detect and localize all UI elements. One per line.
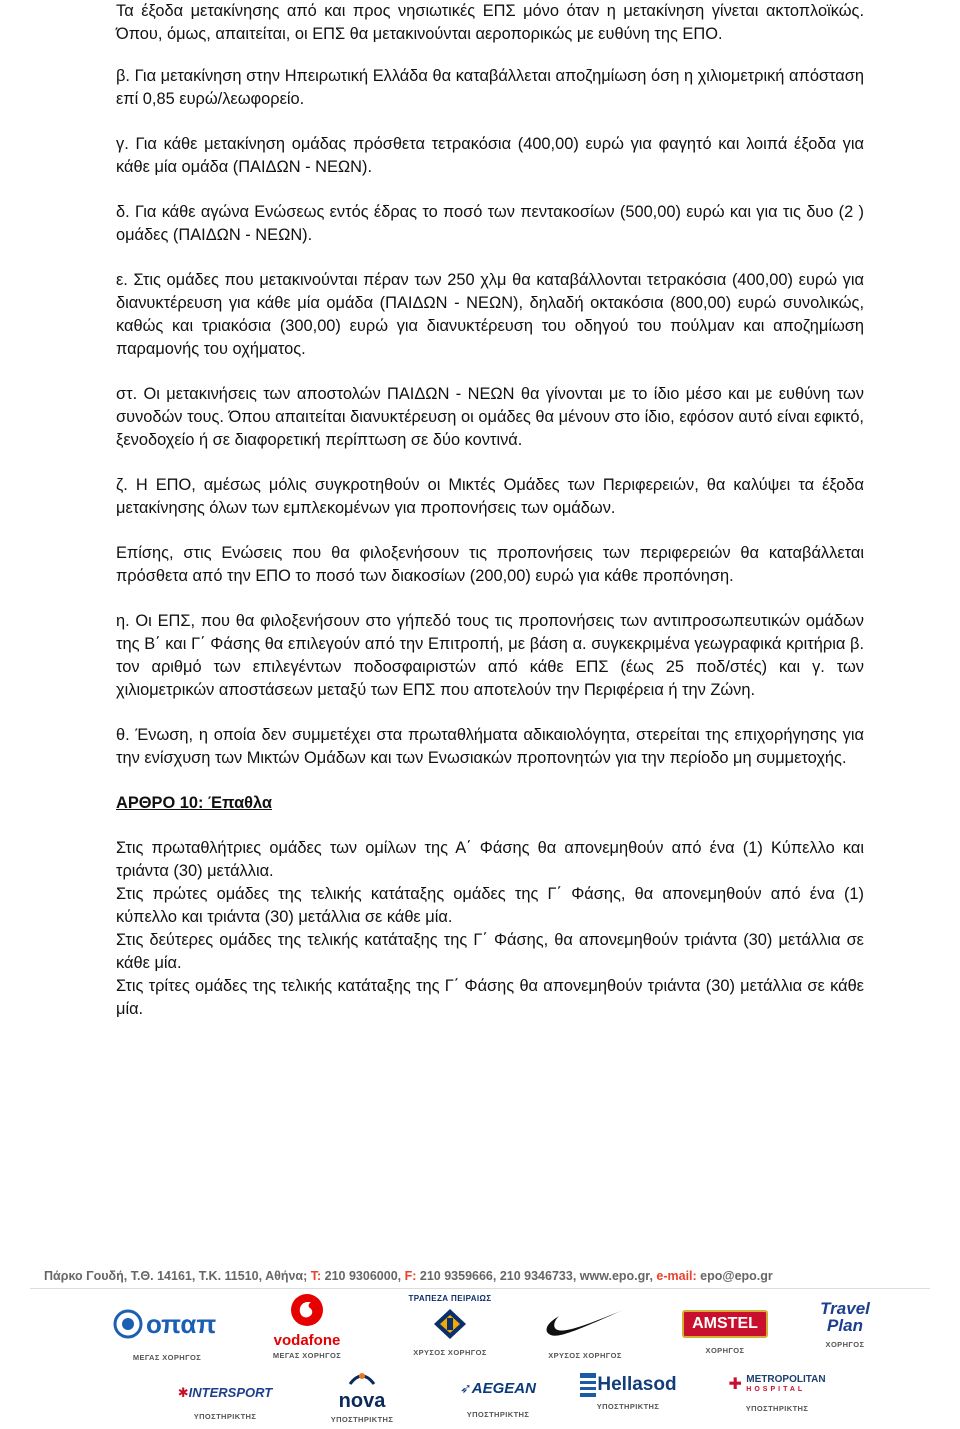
award-paragraph: Στις δεύτερες ομάδες της τελικής κατάταξης της Γ΄ Φάσης, θα απονεμηθούν τριάντα (30) μετάλλια σε κάθε μία. bbox=[116, 931, 864, 972]
travelplan-name-2: Plan bbox=[827, 1316, 863, 1335]
sponsor-opap bbox=[112, 1304, 222, 1362]
vodafone-role: ΜΕΓΑΣ ΧΟΡΗΓΟΣ bbox=[272, 1351, 342, 1360]
opap-role: ΜΕΓΑΣ ΧΟΡΗΓΟΣ bbox=[132, 1353, 202, 1362]
nova-role: ΥΠΟΣΤΗΡΙΚΤΗΣ bbox=[330, 1415, 394, 1424]
nike-role: ΧΡΥΣΟΣ ΧΟΡΗΓΟΣ bbox=[548, 1351, 622, 1360]
sponsor-hellasod bbox=[568, 1372, 688, 1411]
travelplan-name-1: Travel bbox=[820, 1299, 870, 1318]
aegean-role: ΥΠΟΣΤΗΡΙΚΤΗΣ bbox=[466, 1410, 530, 1419]
vodafone-logo-icon bbox=[287, 1292, 327, 1328]
fax-web: 210 9359666, 210 9346733, www.epo.gr, bbox=[419, 1269, 657, 1283]
footer-divider bbox=[30, 1288, 930, 1289]
sponsor-vodafone bbox=[262, 1292, 352, 1360]
sponsor-travelplan bbox=[805, 1300, 885, 1349]
piraeus-role: ΧΡΥΣΟΣ ΧΟΡΗΓΟΣ bbox=[413, 1348, 487, 1357]
intersport-name: INTERSPORT bbox=[188, 1385, 273, 1400]
metropolitan-role: ΥΠΟΣΤΗΡΙΚΤΗΣ bbox=[745, 1404, 809, 1413]
award-paragraph: Στις πρωταθλήτριες ομάδες των ομίλων της Α΄ Φάσης θα απονεμηθούν από ένα (1) Κύπελλο και τριάντα (30) μετάλλια. bbox=[116, 839, 864, 880]
sponsor-intersport bbox=[170, 1384, 280, 1421]
vodafone-name: vodafone bbox=[273, 1332, 341, 1349]
amstel-logo-icon bbox=[682, 1310, 768, 1338]
opap-name: οπαπ bbox=[146, 1309, 217, 1339]
paragraph-gamma: γ. Για κάθε μετακίνηση ομάδας πρόσθετα τετρακόσια (400,00) ευρώ για φαγητό και λοιπά έξοδα για κάθε μία ομάδα (ΠΑΙΔΩΝ - ΝΕΩΝ). bbox=[116, 135, 864, 176]
nike-swoosh-icon bbox=[545, 1304, 625, 1340]
sponsor-metropolitan bbox=[722, 1374, 832, 1413]
piraeus-logo-icon bbox=[430, 1307, 470, 1341]
aegean-name: AEGEAN bbox=[471, 1380, 536, 1397]
paragraph-beta: β. Για μετακίνηση στην Ηπειρωτική Ελλάδα θα καταβάλλεται αποζημίωση όση η χιλιομετρική απόσταση επί 0,85 ευρώ/λεωφορείο. bbox=[116, 67, 864, 108]
address: Πάρκο Γουδή, Τ.Θ. 14161, Τ.Κ. 11510, Αθήνα; bbox=[44, 1269, 311, 1283]
hellasod-name: Hellasod bbox=[597, 1374, 677, 1395]
tel-label: T: bbox=[310, 1269, 325, 1283]
metropolitan-name-2: HOSPITAL bbox=[746, 1386, 806, 1393]
amstel-role: ΧΟΡΗΓΟΣ bbox=[705, 1346, 745, 1355]
sponsor-footer bbox=[0, 1262, 960, 1429]
metropolitan-cross-icon: ✚ bbox=[728, 1376, 742, 1393]
intersport-star-icon: ✱ bbox=[177, 1385, 189, 1400]
document-body bbox=[116, 0, 864, 1021]
paragraph-travel-islands: Τα έξοδα μετακίνησης από και προς νησιωτικές ΕΠΣ μόνο όταν η μετακίνηση γίνεται ακτοπλοϊκώς. Όπου, όμως, απαιτείται, οι ΕΠΣ θα μετακινούνται αεροπορικώς με ευθύνη της ΕΠΟ. bbox=[116, 2, 864, 43]
sponsor-nike bbox=[540, 1304, 630, 1360]
aegean-bird-icon: ➶ bbox=[460, 1380, 472, 1396]
opap-logo-icon bbox=[112, 1304, 222, 1344]
nova-logo-icon bbox=[347, 1370, 377, 1386]
paragraph-eta: η. Οι ΕΠΣ, που θα φιλοξενήσουν στο γήπεδό τους τις προπονήσεις των αντιπροσωπευτικών ομάδων της Β΄ και Γ΄ Φάσης θα επιλεγούν από την Επιτροπή, με βάση α. συγκεκριμένα γεωγραφικά κριτήρια β. τον αριθμό των επιλεγέντων ποδοσφαιριστών από κάθε ΕΠΣ (έως 25 ποδ/στές) και γ. των χιλιομετρικών αποστάσεων μεταξύ των ΕΠΣ που αποτελούν την Περιφέρεια ή την Ζώνη. bbox=[116, 612, 864, 699]
email: epo@epo.gr bbox=[700, 1269, 773, 1283]
award-paragraph: Στις πρώτες ομάδες της τελικής κατάταξης ομάδες της Γ΄ Φάσης, θα απονεμηθούν από ένα (1) κύπελλο και τριάντα (30) μετάλλια σε κάθε μία. bbox=[116, 885, 864, 926]
award-paragraph: Στις τρίτες ομάδες της τελικής κατάταξης της Γ΄ Φάσης θα απονεμηθούν τριάντα (30) μετάλλια σε κάθε μία. bbox=[116, 977, 864, 1018]
contact-line bbox=[44, 1269, 916, 1283]
paragraph-also: Επίσης, στις Ενώσεις που θα φιλοξενήσουν τις προπονήσεις των περιφερειών θα καταβάλλεται πρόσθετα από την ΕΠΟ το ποσό των διακοσίων (200,00) ευρώ για κάθε προπόνηση. bbox=[116, 544, 864, 585]
paragraph-theta: θ. Ένωση, η οποία δεν συμμετέχει στα πρωταθλήματα αδικαιολόγητα, στερείται της επιχορήγησης για την ενίσχυση των Μικτών Ομάδων και των Ενωσιακών προπονητών για την περίοδο μη συμμετοχής. bbox=[116, 726, 864, 767]
email-label: e-mail: bbox=[656, 1269, 701, 1283]
metropolitan-name-1: METROPOLITAN bbox=[746, 1374, 826, 1385]
paragraph-zeta: ζ. Η ΕΠΟ, αμέσως μόλις συγκροτηθούν οι Μικτές Ομάδες των Περιφερειών, θα καλύψει τα έξοδα μετακίνησης όλων των εμπλεκομένων για προπονήσεις των ομάδων. bbox=[116, 476, 864, 517]
article-heading: ΑΡΘΡΟ 10: Έπαθλα bbox=[116, 794, 272, 812]
paragraph-delta: δ. Για κάθε αγώνα Ενώσεως εντός έδρας το ποσό των πεντακοσίων (500,00) ευρώ και για τις δυο (2 ) ομάδες (ΠΑΙΔΩΝ - ΝΕΩΝ). bbox=[116, 203, 864, 244]
intersport-role: ΥΠΟΣΤΗΡΙΚΤΗΣ bbox=[193, 1412, 257, 1421]
piraeus-name: ΤΡΑΠΕΖΑ ΠΕΙΡΑΙΩΣ bbox=[408, 1294, 492, 1303]
fax-label: F: bbox=[404, 1269, 420, 1283]
travelplan-role: ΧΟΡΗΓΟΣ bbox=[825, 1340, 865, 1349]
paragraph-epsilon: ε. Στις ομάδες που μετακινούνται πέραν των 250 χλμ θα καταβάλλονται τετρακόσια (400,00) ευρώ για διανυκτέρευση για κάθε μία ομάδα (ΠΑΙΔΩΝ - ΝΕΩΝ), δηλαδή οκτακόσια (800,00) ευρώ συνολικώς, καθώς και τριακόσια (300,00) ευρώ για διανυκτέρευση του οδηγού του πούλμαν και αποζημίωση παραμονής του οχήματος. bbox=[116, 271, 864, 358]
sponsor-amstel bbox=[680, 1310, 770, 1355]
nova-name: nova bbox=[338, 1390, 386, 1412]
sponsor-aegean bbox=[448, 1380, 548, 1419]
sponsor-piraeus bbox=[395, 1294, 505, 1357]
amstel-name: AMSTEL bbox=[692, 1315, 758, 1332]
paragraph-st: στ. Οι μετακινήσεις των αποστολών ΠΑΙΔΩΝ - ΝΕΩΝ θα γίνονται με το ίδιο μέσο και με ευθύνη των συνοδών τους. Όπου απαιτείται διανυκτέρευση οι ομάδες θα μένουν στο ίδιο, εφόσον αυτό είναι εφικτό, ξενοδοχείο ή σε διαφορετική περίπτωση σε δύο κοντινά. bbox=[116, 385, 864, 449]
tel: 210 9306000, bbox=[324, 1269, 405, 1283]
hellasod-flag-icon bbox=[579, 1372, 597, 1398]
sponsor-nova bbox=[322, 1370, 402, 1424]
hellasod-role: ΥΠΟΣΤΗΡΙΚΤΗΣ bbox=[596, 1402, 660, 1411]
